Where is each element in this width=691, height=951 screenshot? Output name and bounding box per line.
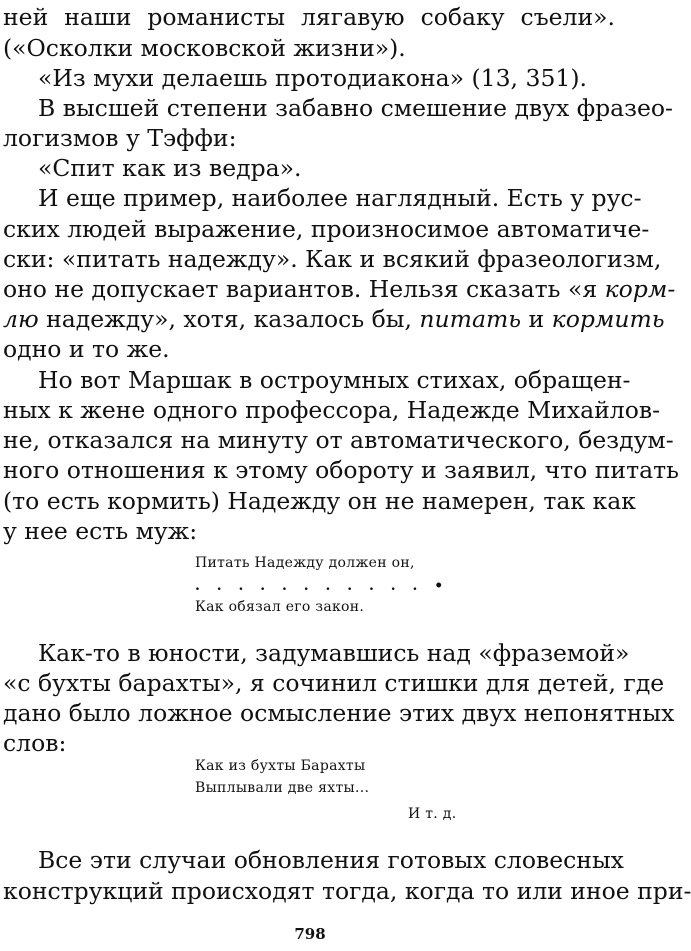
text-line: (то есть кормить) Надежду он не намерен, так как [3, 487, 636, 515]
text-line [3, 274, 676, 304]
text-line: («Осколки московской жизни»). [3, 34, 406, 62]
text-line: Но вот Маршак в остроумных стихах, обращен- [38, 366, 631, 394]
text-line: логизмов у Тэффи: [3, 124, 237, 152]
text-line: слов: [3, 729, 67, 757]
verse-line: Питать Надежду должен он, [195, 555, 415, 571]
text-line: И еще пример, наиболее наглядный. Есть у рус- [38, 184, 642, 212]
text-line: «Из мухи делаешь протодиакона» (13, 351). [38, 64, 587, 92]
verse-line: Выплывали две яхты... [195, 780, 370, 796]
verse-line: Как обязал его закон. [195, 599, 365, 615]
verse-line: Как из бухты Барахты [195, 758, 366, 774]
text-run: оно не допускает вариантов. Нельзя сказать «я [3, 275, 605, 303]
text-line: «с бухты барахты», я сочинил стишки для детей, где [3, 669, 665, 697]
text-run: надежду», хотя, казалось бы, [38, 305, 420, 333]
text-line: Как-то в юности, задумавшись над «фраземой» [38, 639, 630, 667]
italic-word: лю [3, 305, 39, 333]
italic-word: кормить [551, 305, 665, 333]
text-line: ных к жене одного профессора, Надежде Михайлов- [3, 396, 661, 424]
text-line: В высшей степени забавно смешение двух фразео- [38, 94, 673, 122]
text-line: Все эти случаи обновления готовых словесных [38, 846, 624, 874]
page-number: 798 [294, 925, 326, 943]
text-line: «Спит как из ведра». [38, 154, 302, 182]
text-line: ских людей выражение, произносимое автоматиче- [3, 215, 650, 243]
verse-etc: И т. д. [408, 806, 457, 822]
text-line: ного отношения к этому обороту и заявил, что питать [3, 456, 679, 484]
text-run: и [521, 305, 552, 333]
verse-ellipsis: . . . . . . . . . . . • [195, 578, 450, 594]
text-line [3, 304, 665, 334]
text-line: конструкций происходят тогда, когда то или иное при- [3, 877, 691, 905]
italic-word: корм- [604, 275, 676, 303]
text-line: дано было ложное осмысление этих двух непонятных [3, 699, 675, 727]
text-line: ней наши романисты лягавую собаку съели». [3, 3, 615, 31]
italic-word: питать [419, 305, 522, 333]
text-line: одно и то же. [3, 335, 170, 363]
text-line: у нее есть муж: [3, 517, 198, 545]
text-line: не, отказался на минуту от автоматического, бездум- [3, 426, 674, 454]
text-line: ски: «питать надежду». Как и всякий фразеологизм, [3, 245, 662, 273]
